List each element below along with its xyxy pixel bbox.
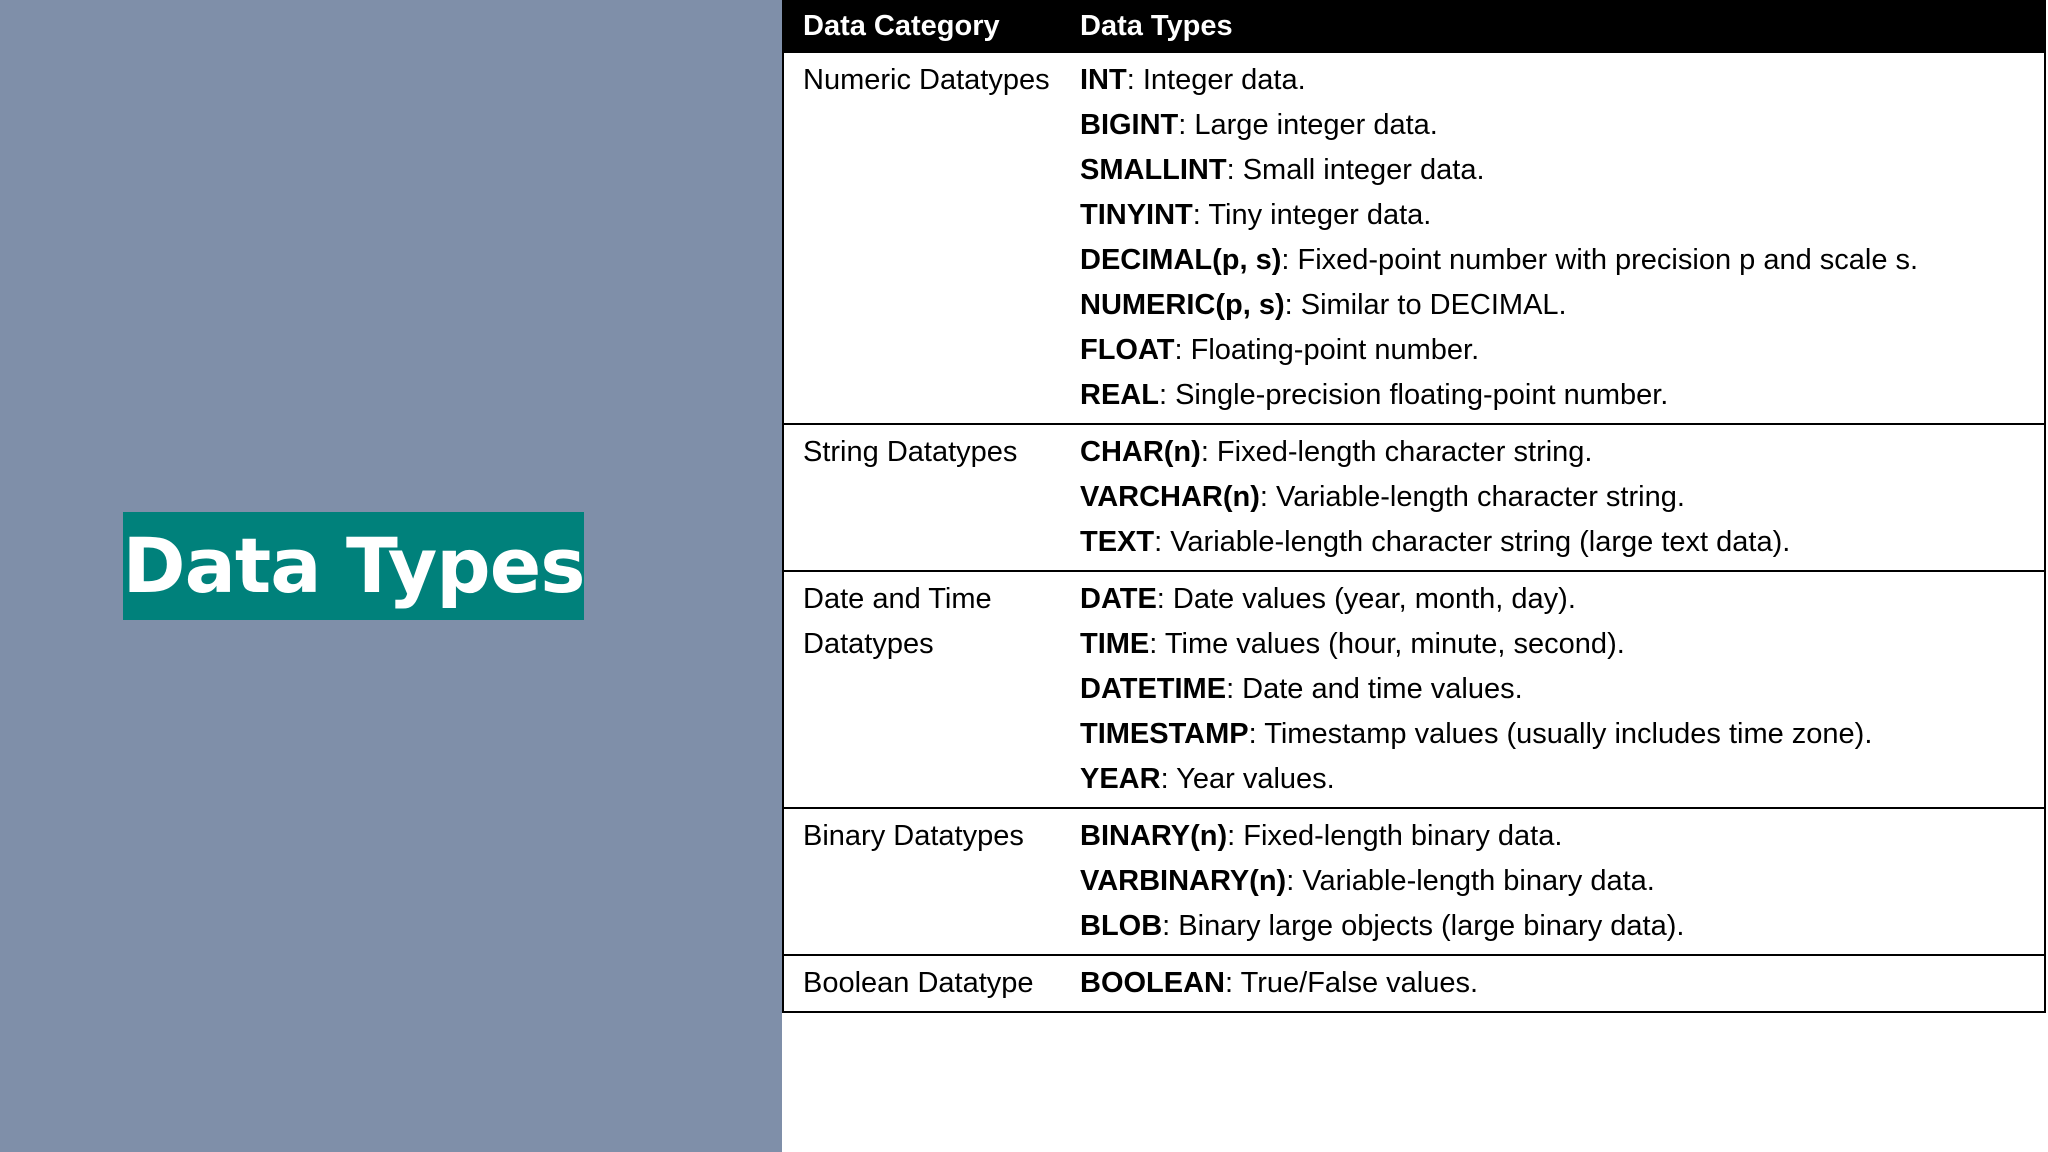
type-entry bbox=[1080, 238, 2044, 283]
type-name: TIME bbox=[1080, 628, 1150, 660]
type-name: BINARY(n) bbox=[1080, 820, 1228, 852]
types-cell bbox=[1080, 961, 2044, 1006]
type-name: TINYINT bbox=[1080, 199, 1193, 231]
type-description: : Binary large objects (large binary data). bbox=[1162, 910, 1685, 942]
type-name: BIGINT bbox=[1080, 109, 1179, 141]
type-name: FLOAT bbox=[1080, 334, 1175, 366]
type-entry bbox=[1080, 667, 2044, 712]
type-description: : Single-precision floating-point number. bbox=[1158, 379, 1669, 411]
category-cell: Numeric Datatypes bbox=[803, 64, 1050, 96]
table-row bbox=[784, 53, 2044, 423]
type-name: VARCHAR(n) bbox=[1080, 481, 1260, 513]
type-entry bbox=[1080, 283, 2044, 328]
type-entry bbox=[1080, 430, 2044, 475]
type-name: BOOLEAN bbox=[1080, 967, 1225, 999]
type-entry bbox=[1080, 328, 2044, 373]
table-body bbox=[784, 53, 2044, 1011]
category-cell: Date and Time Datatypes bbox=[803, 583, 992, 660]
type-name: DATE bbox=[1080, 583, 1157, 615]
type-entry bbox=[1080, 904, 2044, 949]
header-data-types: Data Types bbox=[1080, 10, 1233, 42]
type-name: BLOB bbox=[1080, 910, 1163, 942]
type-description: : True/False values. bbox=[1225, 967, 1479, 999]
type-entry bbox=[1080, 520, 2044, 565]
category-cell: Boolean Datatype bbox=[803, 967, 1034, 999]
category-cell: Binary Datatypes bbox=[803, 820, 1024, 852]
type-entry bbox=[1080, 58, 2044, 103]
type-name: DECIMAL(p, s) bbox=[1080, 244, 1282, 276]
type-name: DATETIME bbox=[1080, 673, 1227, 705]
type-name: REAL bbox=[1080, 379, 1159, 411]
table-row bbox=[784, 954, 2044, 1011]
type-entry bbox=[1080, 577, 2044, 622]
type-name: TEXT bbox=[1080, 526, 1155, 558]
type-name: SMALLINT bbox=[1080, 154, 1227, 186]
type-description: : Fixed-length character string. bbox=[1200, 436, 1593, 468]
type-entry bbox=[1080, 859, 2044, 904]
type-entry bbox=[1080, 475, 2044, 520]
type-entry bbox=[1080, 193, 2044, 238]
types-cell bbox=[1080, 814, 2044, 949]
types-cell bbox=[1080, 58, 2044, 418]
table-row bbox=[784, 807, 2044, 954]
type-description: : Small integer data. bbox=[1226, 154, 1485, 186]
title-box bbox=[123, 512, 584, 620]
type-description: : Date values (year, month, day). bbox=[1156, 583, 1576, 615]
category-cell: String Datatypes bbox=[803, 436, 1018, 468]
table-row bbox=[784, 570, 2044, 807]
type-name: TIMESTAMP bbox=[1080, 718, 1249, 750]
header-data-category: Data Category bbox=[803, 10, 1000, 42]
type-name: INT bbox=[1080, 64, 1127, 96]
type-description: : Variable-length character string. bbox=[1259, 481, 1685, 513]
type-entry bbox=[1080, 373, 2044, 418]
type-description: : Fixed-length binary data. bbox=[1227, 820, 1563, 852]
table-header-row bbox=[784, 0, 2044, 53]
type-name: CHAR(n) bbox=[1080, 436, 1201, 468]
type-entry bbox=[1080, 757, 2044, 802]
table-row bbox=[784, 423, 2044, 570]
types-cell bbox=[1080, 577, 2044, 802]
type-entry bbox=[1080, 103, 2044, 148]
type-entry bbox=[1080, 712, 2044, 757]
type-entry bbox=[1080, 961, 2044, 1006]
type-description: : Year values. bbox=[1160, 763, 1335, 795]
type-description: : Time values (hour, minute, second). bbox=[1149, 628, 1625, 660]
types-cell bbox=[1080, 430, 2044, 565]
type-entry bbox=[1080, 148, 2044, 193]
type-description: : Variable-length binary data. bbox=[1286, 865, 1655, 897]
type-name: VARBINARY(n) bbox=[1080, 865, 1287, 897]
type-description: : Similar to DECIMAL. bbox=[1284, 289, 1567, 321]
type-description: : Large integer data. bbox=[1178, 109, 1438, 141]
type-description: : Fixed-point number with precision p and scale s. bbox=[1281, 244, 1919, 276]
type-entry bbox=[1080, 814, 2044, 859]
type-entry bbox=[1080, 622, 2044, 667]
data-types-table bbox=[782, 0, 2046, 1013]
type-description: : Integer data. bbox=[1126, 64, 1306, 96]
type-description: : Timestamp values (usually includes time zone). bbox=[1248, 718, 1873, 750]
type-name: YEAR bbox=[1080, 763, 1161, 795]
type-description: : Date and time values. bbox=[1226, 673, 1523, 705]
type-description: : Tiny integer data. bbox=[1192, 199, 1432, 231]
type-name: NUMERIC(p, s) bbox=[1080, 289, 1285, 321]
slide-title: Data Types bbox=[122, 521, 585, 610]
left-panel bbox=[0, 0, 782, 1152]
type-description: : Floating-point number. bbox=[1174, 334, 1480, 366]
type-description: : Variable-length character string (large text data). bbox=[1154, 526, 1791, 558]
